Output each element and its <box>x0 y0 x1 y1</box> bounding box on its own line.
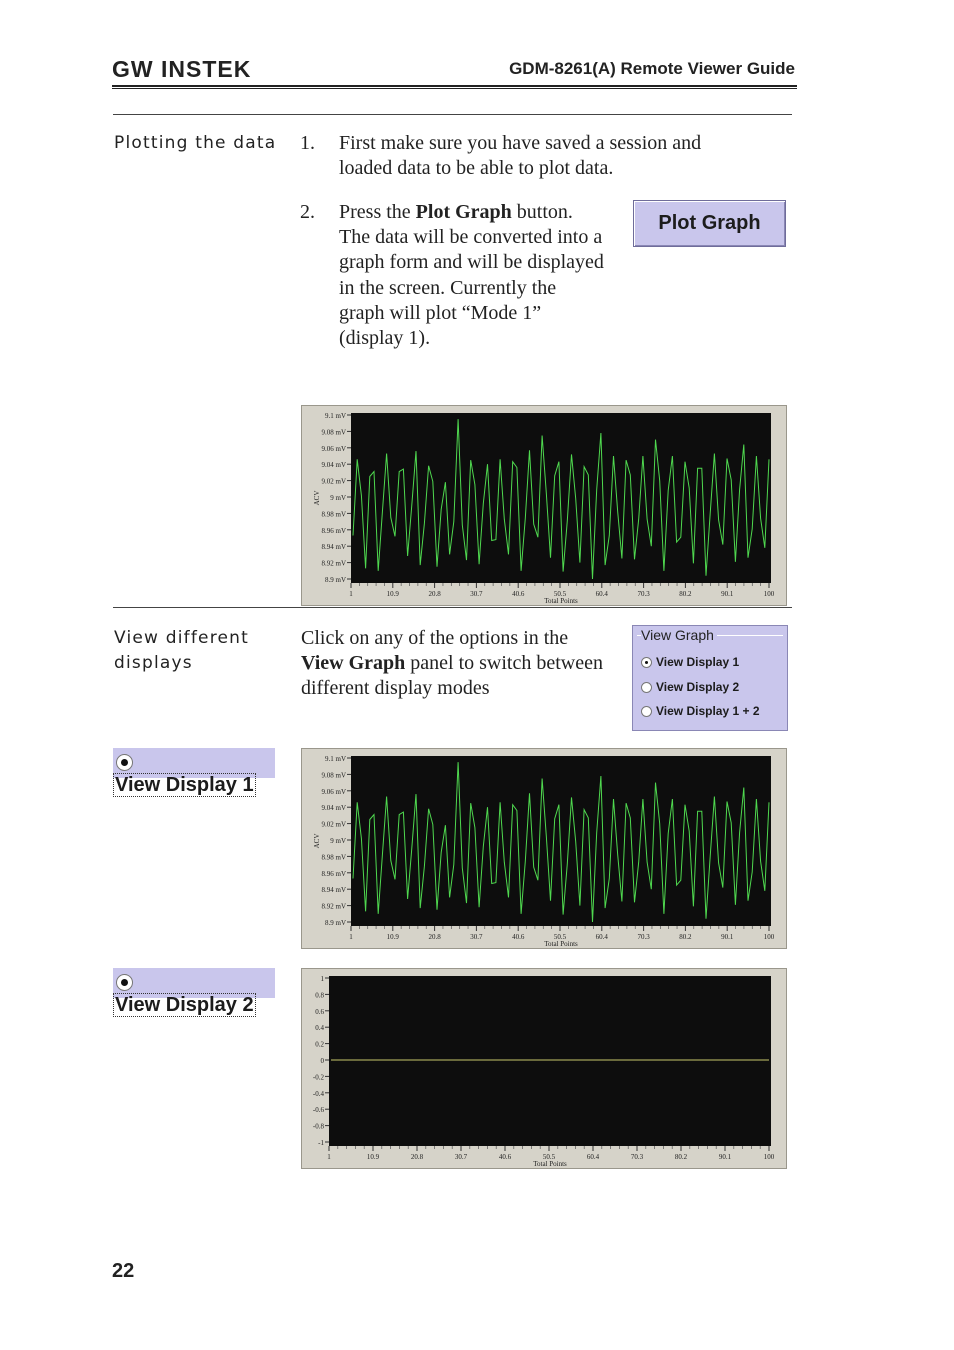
x-axis-label: Total Points <box>544 597 578 605</box>
section-label-view-2: displays <box>114 653 193 673</box>
chart-display-2 <box>302 969 788 1170</box>
step-1-line-2: loaded data to be able to plot data. <box>339 157 614 179</box>
graph-panel-3 <box>301 968 787 1169</box>
example-radio-display-1[interactable] <box>113 748 275 796</box>
section-label-view: View different <box>114 628 250 648</box>
example-radio-display-2[interactable] <box>113 968 275 1016</box>
step-2-line: graph will plot “Mode 1” <box>339 302 542 324</box>
x-tick-label: 90.1 <box>721 933 734 941</box>
header-rule-thin <box>112 88 797 89</box>
x-tick-label: 1 <box>327 1153 331 1161</box>
y-tick-label: 0 <box>320 1057 324 1065</box>
x-tick-label: 10.9 <box>366 1153 380 1161</box>
x-tick-label: 40.6 <box>512 933 525 941</box>
radio-icon <box>641 706 652 717</box>
x-tick-label: 30.7 <box>470 590 483 598</box>
radio-view-display-1-2[interactable] <box>641 704 760 718</box>
y-tick-label: 0.4 <box>315 1024 324 1033</box>
x-tick-label: 100 <box>763 933 775 941</box>
y-tick-label: 9.02 mV <box>321 477 346 486</box>
step-2-post: button. <box>511 201 573 223</box>
radio-label: View Display 1 <box>656 655 740 669</box>
y-tick-label: 8.94 mV <box>321 543 346 552</box>
radio-view-display-2[interactable] <box>641 680 739 694</box>
radio-view-display-1[interactable] <box>641 655 739 669</box>
x-tick-label: 70.3 <box>637 933 650 941</box>
x-tick-label: 1 <box>349 590 353 598</box>
x-tick-label: 90.1 <box>718 1153 732 1161</box>
y-tick-label: 8.96 mV <box>321 526 346 535</box>
y-tick-label: -1 <box>318 1139 324 1147</box>
radio-selected-icon <box>116 974 133 991</box>
chart-display-1-example <box>302 749 788 950</box>
x-tick-label: 90.1 <box>721 590 734 598</box>
plot-area <box>329 976 771 1146</box>
step-2-pre: Press the <box>339 201 416 223</box>
x-tick-label: 50.5 <box>542 1153 556 1161</box>
y-tick-label: 9.1 mV <box>325 755 346 763</box>
y-tick-label: 8.96 mV <box>321 869 346 878</box>
x-tick-label: 100 <box>763 590 775 598</box>
y-tick-label: 8.92 mV <box>321 902 346 911</box>
y-axis-label: ACV <box>313 833 321 849</box>
step-2-number: 2. <box>300 201 315 223</box>
y-tick-label: 0.6 <box>315 1007 324 1016</box>
graph-panel-1 <box>301 405 787 606</box>
x-tick-label: 30.7 <box>470 933 483 941</box>
y-tick-label: 9.1 mV <box>325 412 346 420</box>
section-label-plotting: Plotting the data <box>114 133 277 153</box>
step-2-line: The data will be converted into a <box>339 226 603 248</box>
y-tick-label: 9 mV <box>330 494 346 502</box>
x-tick-label: 80.2 <box>679 933 692 941</box>
x-tick-label: 10.9 <box>386 933 399 941</box>
x-tick-label: 40.6 <box>498 1153 512 1161</box>
y-tick-label: 9.06 mV <box>321 787 346 796</box>
view-graph-bold: View Graph <box>301 652 406 674</box>
x-tick-label: 20.8 <box>410 1153 424 1161</box>
y-tick-label: 1 <box>320 975 324 983</box>
y-tick-label: 0.8 <box>315 991 324 1000</box>
x-tick-label: 100 <box>763 1153 775 1161</box>
view-text-line-1: Click on any of the options in the <box>301 627 569 649</box>
view-graph-title: View Graph <box>641 627 717 643</box>
radio-label: View Display 2 <box>656 680 740 694</box>
y-tick-label: 9.04 mV <box>321 804 346 813</box>
radio-selected-icon <box>641 657 652 668</box>
graph-panel-2 <box>301 748 787 949</box>
step-1-line-1: First make sure you have saved a session and <box>339 132 702 154</box>
x-tick-label: 50.5 <box>553 590 567 598</box>
radio-label: View Display 2 <box>115 994 254 1016</box>
step-2-line: in the screen. Currently the <box>339 277 557 299</box>
step-2-line: graph form and will be displayed <box>339 251 604 273</box>
y-tick-label: 9.02 mV <box>321 820 346 829</box>
brand-logo: GW INSTEK <box>112 56 252 82</box>
y-tick-label: -0.8 <box>312 1122 324 1131</box>
y-tick-label: 8.9 mV <box>325 576 346 584</box>
x-tick-label: 80.2 <box>679 590 692 598</box>
x-tick-label: 60.4 <box>586 1153 600 1161</box>
y-tick-label: 8.92 mV <box>321 559 346 568</box>
x-tick-label: 50.5 <box>553 933 567 941</box>
x-tick-label: 70.3 <box>630 1153 644 1161</box>
x-tick-label: 60.4 <box>595 933 608 941</box>
y-tick-label: 9.08 mV <box>321 771 346 780</box>
y-tick-label: 8.9 mV <box>325 919 346 927</box>
view-text-rest: panel to switch between <box>405 652 603 674</box>
y-tick-label: -0.2 <box>312 1073 324 1082</box>
y-tick-label: 8.98 mV <box>321 510 346 519</box>
x-tick-label: 80.2 <box>674 1153 688 1161</box>
y-tick-label: 9 mV <box>330 837 346 845</box>
y-tick-label: -0.4 <box>312 1089 324 1098</box>
x-tick-label: 20.8 <box>428 590 441 598</box>
x-tick-label: 70.3 <box>637 590 650 598</box>
x-tick-label: 40.6 <box>512 590 525 598</box>
step-1-number: 1. <box>300 132 315 154</box>
radio-label: View Display 1 + 2 <box>656 704 760 718</box>
y-tick-label: 0.2 <box>315 1040 324 1049</box>
x-tick-label: 1 <box>349 933 353 941</box>
y-tick-label: -0.6 <box>312 1106 324 1115</box>
y-tick-label: 9.04 mV <box>321 461 346 470</box>
section-divider <box>113 607 792 608</box>
page-header-title: GDM-8261(A) Remote Viewer Guide <box>509 59 795 78</box>
view-text-line-2 <box>301 651 603 676</box>
step-2-bold: Plot Graph <box>415 201 512 223</box>
y-axis-label: ACV <box>313 490 321 506</box>
x-tick-label: 10.9 <box>386 590 399 598</box>
y-tick-label: 8.98 mV <box>321 853 346 862</box>
y-tick-label: 8.94 mV <box>321 886 346 895</box>
y-tick-label: 9.06 mV <box>321 444 346 453</box>
y-tick-label: 9.08 mV <box>321 428 346 437</box>
radio-label: View Display 1 <box>115 774 254 796</box>
x-tick-label: 30.7 <box>454 1153 468 1161</box>
radio-selected-icon <box>116 754 133 771</box>
x-axis-label: Total Points <box>533 1160 567 1168</box>
step-2-line: (display 1). <box>339 327 431 349</box>
plot-area <box>351 413 771 583</box>
header-rule <box>112 85 797 87</box>
plot-area <box>351 756 771 926</box>
section-divider <box>113 114 792 115</box>
plot-graph-button[interactable]: Plot Graph <box>633 200 786 247</box>
view-graph-panel <box>632 625 788 731</box>
x-tick-label: 20.8 <box>428 933 441 941</box>
view-text-line-3: different display modes <box>301 677 490 699</box>
radio-icon <box>641 682 652 693</box>
x-axis-label: Total Points <box>544 940 578 948</box>
page-number: 22 <box>112 1260 135 1282</box>
step-2-line-1 <box>339 200 573 225</box>
x-tick-label: 60.4 <box>595 590 608 598</box>
chart-display-1 <box>302 406 788 607</box>
